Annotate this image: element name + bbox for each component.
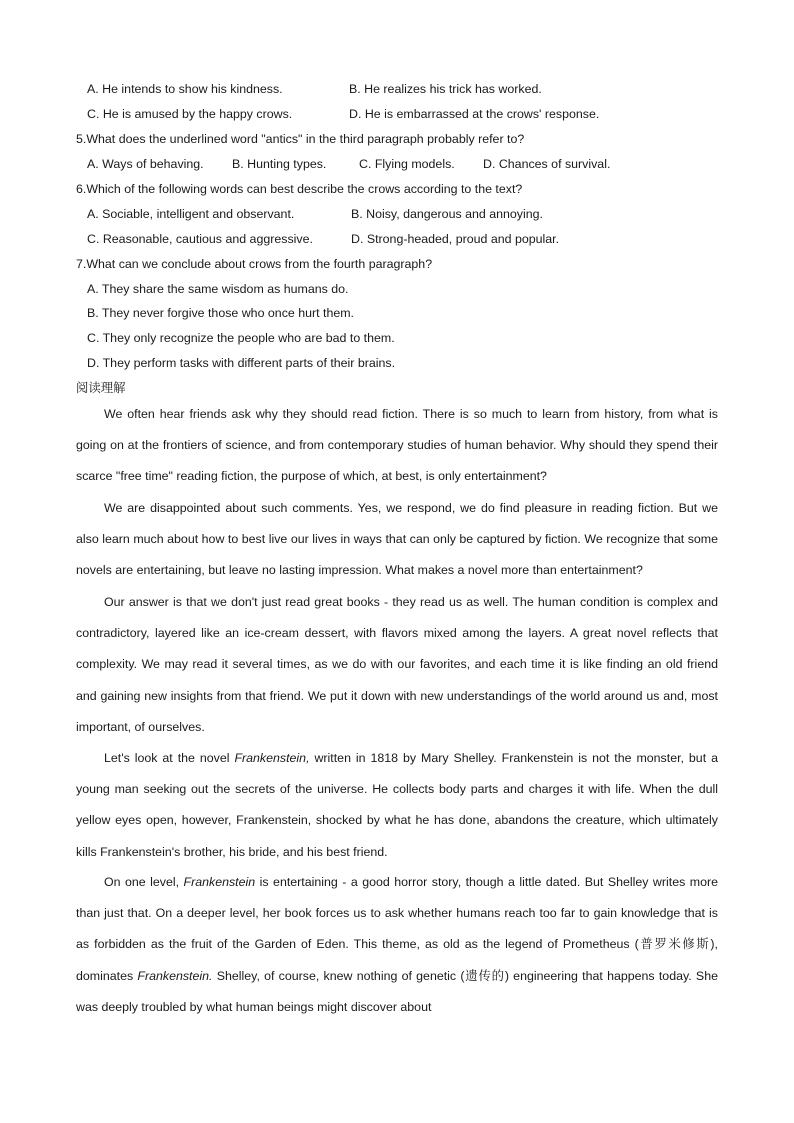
q6-stem: 6.Which of the following words can best describe the crows according to the text? (76, 182, 523, 196)
q4-option-c: C. He is amused by the happy crows. (87, 107, 293, 121)
p5-text-c: Shelley, of course, knew nothing of genetic (遗传的) engineering that happens today. She was deeply troubled by what human beings might discover about (76, 968, 718, 1014)
q5-option-c: C. Flying models. (359, 157, 455, 171)
q5-option-b: B. Hunting types. (232, 157, 327, 171)
q5-stem: 5.What does the underlined word "antics" in the third paragraph probably refer to? (76, 132, 525, 146)
q7-option-b: B. They never forgive those who once hurt them. (87, 306, 355, 320)
p5-novel-title-2: Frankenstein. (137, 968, 213, 983)
q7-stem: 7.What can we conclude about crows from the fourth paragraph? (76, 257, 433, 271)
p4-text-a: Let's look at the novel (104, 751, 235, 765)
q5-option-a: A. Ways of behaving. (87, 157, 204, 171)
q6-option-b: B. Noisy, dangerous and annoying. (351, 207, 543, 221)
p4-novel-title: Frankenstein, (234, 751, 310, 765)
q5-option-d: D. Chances of survival. (483, 157, 611, 171)
passage-paragraph-2: We are disappointed about such comments. Yes, we respond, we do find pleasure in reading fiction. But we also learn much about how to best live our lives in ways that can only be captured by fiction. We recognize that some novels are entertaining, but leave no lasting impression. What makes a novel more than entertainment? (76, 501, 718, 578)
p5-text-a: On one level, (104, 875, 184, 889)
q4-option-b: B. He realizes his trick has worked. (349, 82, 542, 96)
q6-option-d: D. Strong-headed, proud and popular. (351, 232, 560, 246)
q6-option-c: C. Reasonable, cautious and aggressive. (87, 232, 313, 246)
q7-option-d: D. They perform tasks with different parts of their brains. (87, 356, 396, 370)
q6-option-a: A. Sociable, intelligent and observant. (87, 207, 295, 221)
q7-option-a: A. They share the same wisdom as humans do. (87, 282, 349, 296)
q4-option-d: D. He is embarrassed at the crows' response. (349, 107, 600, 121)
passage-paragraph-1: We often hear friends ask why they should read fiction. There is so much to learn from history, from what is going on at the frontiers of science, and from contemporary studies of human behavior. Why should they spend their scarce "free time" reading fiction, the purpose of which, at best, is only entertainment? (76, 407, 718, 484)
p5-text-b: is entertaining - a good horror story, though a little dated. But Shelley writes more than just that. On a deeper level, her book forces us to ask whether humans reach too far to gain knowledge that is as forbidden as the fruit of the Garden of Eden. This theme, as old as the legend of Prometheus (普罗米修斯), dominates (76, 875, 718, 983)
q4-option-a: A. He intends to show his kindness. (87, 82, 283, 96)
passage-paragraph-5 (76, 867, 718, 1023)
p5-novel-title: Frankenstein (183, 875, 256, 889)
passage-paragraph-3: Our answer is that we don't just read great books - they read us as well. The human condition is complex and contradictory, layered like an ice-cream dessert, with flavors mixed among the layers. A great novel reflects that complexity. We may read it several times, as we do with our favorites, and each time it is like finding an old friend and gaining new insights from that friend. We put it down with new understandings of the world around us and, most important, of ourselves. (76, 595, 718, 734)
passage-paragraph-4 (76, 743, 718, 868)
p4-text-b: written in 1818 by Mary Shelley. Frankenstein is not the monster, but a young man seeking out the secrets of the universe. He collects body parts and charges it with life. When the dull yellow eyes open, however, Frankenstein, shocked by what he has done, abandons the creature, which ultimately kills Frankenstein's brother, his bride, and his best friend. (76, 751, 718, 859)
section-heading: 阅读理解 (76, 380, 126, 395)
q7-option-c: C. They only recognize the people who are bad to them. (87, 331, 395, 345)
